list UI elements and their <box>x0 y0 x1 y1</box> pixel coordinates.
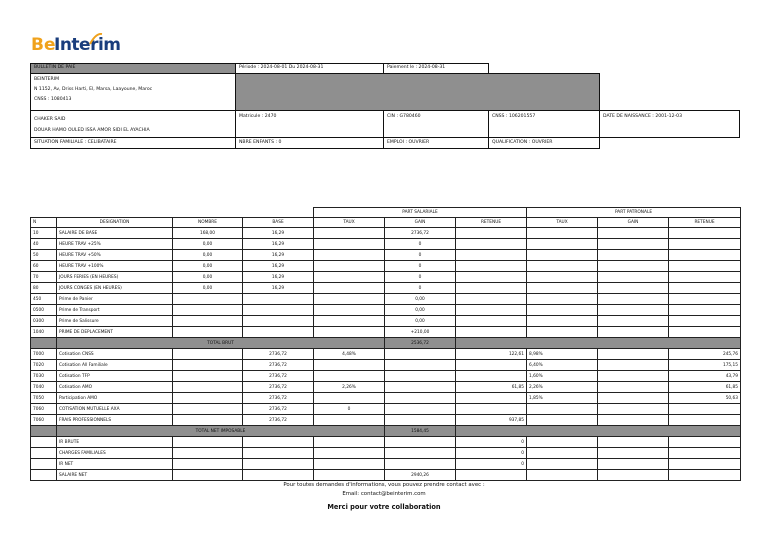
cell-base: 16,29 <box>243 261 314 272</box>
cell-gain-patronal <box>598 470 669 481</box>
table-row <box>31 415 741 426</box>
cell-designation: Cotisation All Familiale <box>57 360 173 371</box>
total-fill <box>456 338 741 349</box>
cell-taux-salarial <box>314 283 385 294</box>
col-header-taux-patronal: TAUX <box>527 218 598 228</box>
col-header-designation: DESIGNATION <box>57 218 173 228</box>
cell-nombre <box>173 371 243 382</box>
cell-gain-salarial <box>385 404 456 415</box>
cell-nombre: 0,00 <box>173 239 243 250</box>
cell-n: 7030 <box>31 371 57 382</box>
table-row <box>31 404 741 415</box>
table-row <box>31 294 741 305</box>
cell-nombre <box>173 448 243 459</box>
cell-taux-salarial <box>314 393 385 404</box>
group-spacer <box>31 208 314 218</box>
cell-designation: HEURE TRAV +25% <box>57 239 173 250</box>
cell-taux-patronal <box>527 437 598 448</box>
situation-familiale: SITUATION FAMILIALE : CELIBATAIRE <box>30 137 236 149</box>
cell-taux-salarial <box>314 437 385 448</box>
cell-taux-patronal <box>527 305 598 316</box>
cell-designation: JOURS FERIES (EN HEURES) <box>57 272 173 283</box>
cell-taux-salarial <box>314 272 385 283</box>
company-block <box>30 73 236 111</box>
cell-retenue-salarial <box>456 393 527 404</box>
cell-gain-patronal <box>598 261 669 272</box>
col-header-gain-salarial: GAIN <box>385 218 456 228</box>
col-header-n: N <box>31 218 57 228</box>
total-value: 1584,45 <box>385 426 456 437</box>
cell-designation: IR NET <box>57 459 173 470</box>
cell-gain-patronal <box>598 459 669 470</box>
cell-designation: HEURE TRAV +50% <box>57 250 173 261</box>
cell-gain-salarial: 0,00 <box>385 316 456 327</box>
cell-retenue-patronal <box>669 415 741 426</box>
cell-nombre <box>173 349 243 360</box>
bulletin-title: BULLETIN DE PAIE <box>30 63 236 74</box>
cell-retenue-salarial <box>456 294 527 305</box>
cell-retenue-patronal <box>669 437 741 448</box>
cell-taux-salarial <box>314 415 385 426</box>
cell-retenue-patronal <box>669 294 741 305</box>
cell-gain-patronal <box>598 415 669 426</box>
cell-nombre: 0,00 <box>173 261 243 272</box>
cell-base: 16,29 <box>243 250 314 261</box>
cell-designation: Prime de Transport <box>57 305 173 316</box>
cell-n: 450 <box>31 294 57 305</box>
column-header-row <box>31 218 741 228</box>
cell-base <box>243 305 314 316</box>
cell-gain-patronal <box>598 404 669 415</box>
cell-gain-salarial: 0 <box>385 261 456 272</box>
total-row <box>31 426 741 437</box>
table-row <box>31 371 741 382</box>
cell-gain-patronal <box>598 448 669 459</box>
cell-retenue-salarial <box>456 305 527 316</box>
cnss: CNSS : 106201557 <box>488 110 600 138</box>
cell-base: 2736,72 <box>243 404 314 415</box>
cell-retenue-salarial <box>456 404 527 415</box>
cell-taux-patronal <box>527 404 598 415</box>
cell-retenue-salarial <box>456 250 527 261</box>
cell-gain-salarial: +210,00 <box>385 327 456 338</box>
cell-retenue-patronal: 50,63 <box>669 393 741 404</box>
qualification: QUALIFICATION : OUVRIER <box>488 137 600 149</box>
cell-gain-patronal <box>598 239 669 250</box>
cell-gain-patronal <box>598 250 669 261</box>
cell-retenue-salarial: 0 <box>456 459 527 470</box>
cell-base: 16,29 <box>243 228 314 239</box>
table-row <box>31 349 741 360</box>
periode: Période : 2024-08-01 Du 2024-08-31 <box>235 63 384 74</box>
employee-block <box>30 110 236 138</box>
cell-taux-patronal <box>527 272 598 283</box>
cell-retenue-salarial <box>456 283 527 294</box>
cell-taux-salarial <box>314 459 385 470</box>
cell-base: 2736,72 <box>243 393 314 404</box>
cell-retenue-patronal <box>669 404 741 415</box>
cell-nombre: 0,00 <box>173 250 243 261</box>
cell-designation: CHARGES FAMILIALES <box>57 448 173 459</box>
col-header-taux-salarial: TAUX <box>314 218 385 228</box>
cell-designation: HEURE TRAV +100% <box>57 261 173 272</box>
total-spacer <box>31 338 57 349</box>
cell-retenue-patronal <box>669 250 741 261</box>
cell-gain-salarial <box>385 448 456 459</box>
pay-table <box>30 207 741 481</box>
cell-nombre <box>173 382 243 393</box>
company-address: N 1152, Av, Driss Harti, El, Marsa, Laayoune, Maroc <box>34 87 153 92</box>
cell-n: 40 <box>31 239 57 250</box>
cell-retenue-patronal <box>669 448 741 459</box>
cell-n: 7050 <box>31 393 57 404</box>
col-header-gain-patronal: GAIN <box>598 218 669 228</box>
col-header-base: BASE <box>243 218 314 228</box>
cell-retenue-salarial <box>456 261 527 272</box>
cell-gain-patronal <box>598 437 669 448</box>
logo-text-interim: Interim <box>54 35 121 55</box>
cell-n: 7000 <box>31 349 57 360</box>
cell-taux-patronal <box>527 228 598 239</box>
cell-base <box>243 459 314 470</box>
cell-retenue-salarial <box>456 239 527 250</box>
cell-base <box>243 294 314 305</box>
cell-gain-salarial: 0 <box>385 272 456 283</box>
cell-n <box>31 459 57 470</box>
table-row <box>31 283 741 294</box>
table-row <box>31 316 741 327</box>
cell-taux-patronal <box>527 294 598 305</box>
cell-gain-patronal <box>598 349 669 360</box>
footer-email: Email: contact@beinterim.com <box>342 491 426 497</box>
cell-base <box>243 327 314 338</box>
cell-nombre <box>173 316 243 327</box>
cell-taux-salarial: 4,48% <box>314 349 385 360</box>
cell-taux-salarial: 0 <box>314 404 385 415</box>
cell-retenue-patronal <box>669 228 741 239</box>
cell-designation: Cotisation AMO <box>57 382 173 393</box>
cell-designation: Participation AMO <box>57 393 173 404</box>
logo-text-be: Be <box>31 35 56 55</box>
cell-retenue-salarial <box>456 228 527 239</box>
cell-taux-patronal <box>527 470 598 481</box>
cell-retenue-patronal <box>669 261 741 272</box>
total-label: TOTAL NET IMPOSABLE <box>57 426 385 437</box>
cell-retenue-patronal <box>669 283 741 294</box>
cell-taux-salarial <box>314 327 385 338</box>
cell-retenue-patronal: 175,15 <box>669 360 741 371</box>
cell-gain-patronal <box>598 382 669 393</box>
cell-designation: FRAIS PROFESSIONNELS <box>57 415 173 426</box>
cell-retenue-patronal: 61,85 <box>669 382 741 393</box>
col-header-retenue-salarial: RETENUE <box>456 218 527 228</box>
cell-base <box>243 437 314 448</box>
group-header-row <box>31 208 741 218</box>
cell-retenue-patronal: 43,79 <box>669 371 741 382</box>
cell-designation: COTISATION MUTUELLE AXA <box>57 404 173 415</box>
cell-taux-patronal <box>527 415 598 426</box>
table-row <box>31 360 741 371</box>
cell-taux-patronal: 8,98% <box>527 349 598 360</box>
cell-designation: Cotisation CNSS <box>57 349 173 360</box>
cell-n: 7060 <box>31 415 57 426</box>
cell-taux-salarial <box>314 239 385 250</box>
cell-gain-salarial: 0 <box>385 239 456 250</box>
cell-nombre <box>173 404 243 415</box>
cell-retenue-patronal <box>669 327 741 338</box>
total-label: TOTAL BRUT <box>57 338 385 349</box>
emploi: EMPLOI : OUVRIER <box>383 137 489 149</box>
cell-designation: Prime de Salissure <box>57 316 173 327</box>
cell-retenue-patronal <box>669 239 741 250</box>
cell-retenue-salarial <box>456 316 527 327</box>
company-name: BEINTERIM <box>34 77 60 82</box>
cell-taux-patronal <box>527 448 598 459</box>
header-grey-fill <box>235 73 600 111</box>
cell-retenue-patronal <box>669 470 741 481</box>
cell-taux-patronal: 2,26% <box>527 382 598 393</box>
table-row <box>31 239 741 250</box>
cell-base: 2736,72 <box>243 360 314 371</box>
cell-retenue-salarial <box>456 470 527 481</box>
cell-n: 0300 <box>31 316 57 327</box>
cell-gain-patronal <box>598 294 669 305</box>
cell-taux-salarial <box>314 305 385 316</box>
cell-base: 16,29 <box>243 283 314 294</box>
cell-retenue-salarial <box>456 371 527 382</box>
cell-gain-patronal <box>598 305 669 316</box>
cell-base <box>243 316 314 327</box>
cell-taux-salarial <box>314 448 385 459</box>
employee-address: DOUAR HAMO OULED ISSA AMOR SIDI EL AYACHIA <box>34 128 150 133</box>
table-row <box>31 459 741 470</box>
table-row <box>31 305 741 316</box>
cell-gain-patronal <box>598 327 669 338</box>
total-row <box>31 338 741 349</box>
cell-n: 1040 <box>31 327 57 338</box>
cell-taux-patronal <box>527 283 598 294</box>
cell-retenue-patronal <box>669 316 741 327</box>
total-spacer <box>31 426 57 437</box>
cell-retenue-salarial: 0 <box>456 448 527 459</box>
col-header-nombre: NOMBRE <box>173 218 243 228</box>
cell-taux-patronal: 1,85% <box>527 393 598 404</box>
cell-n <box>31 437 57 448</box>
cell-gain-salarial <box>385 382 456 393</box>
cell-nombre <box>173 294 243 305</box>
cell-retenue-salarial: 937,85 <box>456 415 527 426</box>
cell-designation: SALAIRE DE BASE <box>57 228 173 239</box>
cell-taux-patronal <box>527 316 598 327</box>
cell-base <box>243 470 314 481</box>
cell-nombre <box>173 360 243 371</box>
cell-taux-salarial <box>314 371 385 382</box>
footer-info: Pour toutes demandes d'informations, vous pouvez prendre contact avec : <box>283 482 485 488</box>
total-value: 2536,72 <box>385 338 456 349</box>
cell-base: 16,29 <box>243 239 314 250</box>
footer-thanks: Merci pour votre collaboration <box>327 503 441 511</box>
cell-n: 50 <box>31 250 57 261</box>
cell-n <box>31 448 57 459</box>
cell-retenue-patronal: 245,76 <box>669 349 741 360</box>
cell-nombre <box>173 327 243 338</box>
cell-retenue-salarial: 0 <box>456 437 527 448</box>
cell-gain-salarial: 2940,26 <box>385 470 456 481</box>
cell-nombre: 168,00 <box>173 228 243 239</box>
cell-retenue-salarial <box>456 327 527 338</box>
table-row <box>31 261 741 272</box>
cell-gain-salarial <box>385 459 456 470</box>
cell-designation: Prime de Panier <box>57 294 173 305</box>
cell-retenue-salarial: 61,85 <box>456 382 527 393</box>
table-row <box>31 448 741 459</box>
cell-taux-salarial <box>314 250 385 261</box>
cell-base: 2736,72 <box>243 415 314 426</box>
beinterim-logo <box>31 33 123 59</box>
cell-taux-salarial <box>314 360 385 371</box>
cell-nombre <box>173 437 243 448</box>
cell-nombre <box>173 393 243 404</box>
cell-base: 2736,72 <box>243 382 314 393</box>
cell-base <box>243 448 314 459</box>
cell-taux-patronal <box>527 459 598 470</box>
cell-gain-patronal <box>598 272 669 283</box>
cell-gain-patronal <box>598 228 669 239</box>
paiement: Paiement le : 2024-08-31 <box>383 63 489 74</box>
cell-gain-salarial <box>385 393 456 404</box>
cell-n: 7060 <box>31 404 57 415</box>
cell-retenue-salarial <box>456 360 527 371</box>
cell-base: 2736,72 <box>243 349 314 360</box>
cell-taux-salarial <box>314 228 385 239</box>
table-row <box>31 437 741 448</box>
nbre-enfants: NBRE ENFANTS : 0 <box>235 137 384 149</box>
cell-gain-salarial: 0,00 <box>385 305 456 316</box>
cell-gain-salarial <box>385 371 456 382</box>
cell-gain-salarial: 0,00 <box>385 294 456 305</box>
cell-nombre: 0,00 <box>173 283 243 294</box>
cell-gain-salarial: 2736,72 <box>385 228 456 239</box>
cell-retenue-salarial: 122,61 <box>456 349 527 360</box>
cell-gain-salarial: 0 <box>385 283 456 294</box>
cell-gain-salarial <box>385 415 456 426</box>
cell-taux-patronal <box>527 250 598 261</box>
cell-retenue-patronal <box>669 459 741 470</box>
cell-n: 80 <box>31 283 57 294</box>
table-row <box>31 272 741 283</box>
employee-name: CHAKER SAID <box>34 117 66 122</box>
cell-base: 2736,72 <box>243 371 314 382</box>
cell-base: 16,29 <box>243 272 314 283</box>
cell-designation: SALAIRE NET <box>57 470 173 481</box>
cell-taux-salarial <box>314 316 385 327</box>
cell-taux-patronal <box>527 327 598 338</box>
table-row <box>31 327 741 338</box>
cell-gain-salarial <box>385 360 456 371</box>
cell-retenue-salarial <box>456 272 527 283</box>
cell-retenue-patronal <box>669 272 741 283</box>
table-row <box>31 382 741 393</box>
cell-gain-patronal <box>598 316 669 327</box>
cell-n: 7020 <box>31 360 57 371</box>
cell-n: 0500 <box>31 305 57 316</box>
logo-swoosh-icon <box>89 33 103 45</box>
cell-taux-patronal: 1,60% <box>527 371 598 382</box>
cell-gain-patronal <box>598 393 669 404</box>
cell-nombre: 0,00 <box>173 272 243 283</box>
cell-n <box>31 470 57 481</box>
cell-gain-patronal <box>598 283 669 294</box>
cell-designation: PRIME DE DEPLACEMENT <box>57 327 173 338</box>
cell-n: 7040 <box>31 382 57 393</box>
cell-designation: Cotisation TFP <box>57 371 173 382</box>
company-cnss: CNSS : 1080413 <box>34 97 72 102</box>
cell-designation: JOURS CONGES (EN HEURES) <box>57 283 173 294</box>
col-header-retenue-patronal: RETENUE <box>669 218 741 228</box>
cell-taux-salarial <box>314 294 385 305</box>
cell-taux-salarial <box>314 261 385 272</box>
table-row <box>31 393 741 404</box>
table-row <box>31 250 741 261</box>
cell-retenue-patronal <box>669 305 741 316</box>
group-part-salariale: PART SALARIALE <box>314 208 527 218</box>
cell-n: 10 <box>31 228 57 239</box>
cell-taux-patronal <box>527 261 598 272</box>
cell-n: 70 <box>31 272 57 283</box>
total-fill <box>456 426 741 437</box>
cell-designation: IR BRUTE <box>57 437 173 448</box>
cell-nombre <box>173 470 243 481</box>
cell-n: 60 <box>31 261 57 272</box>
table-row <box>31 470 741 481</box>
cell-gain-patronal <box>598 360 669 371</box>
matricule: Matricule : 2470 <box>235 110 384 138</box>
cell-nombre <box>173 305 243 316</box>
group-part-patronale: PART PATRONALE <box>527 208 741 218</box>
cell-gain-salarial <box>385 437 456 448</box>
cell-taux-patronal: 6,40% <box>527 360 598 371</box>
cell-taux-salarial: 2,26% <box>314 382 385 393</box>
table-row <box>31 228 741 239</box>
cell-gain-salarial <box>385 349 456 360</box>
cell-gain-salarial: 0 <box>385 250 456 261</box>
cell-nombre <box>173 459 243 470</box>
cell-gain-patronal <box>598 371 669 382</box>
cell-nombre <box>173 415 243 426</box>
date-naissance: DATE DE NAISSANCE : 2001-12-03 <box>599 110 740 138</box>
cell-taux-salarial <box>314 470 385 481</box>
cell-taux-patronal <box>527 239 598 250</box>
cin: CIN : G780460 <box>383 110 489 138</box>
